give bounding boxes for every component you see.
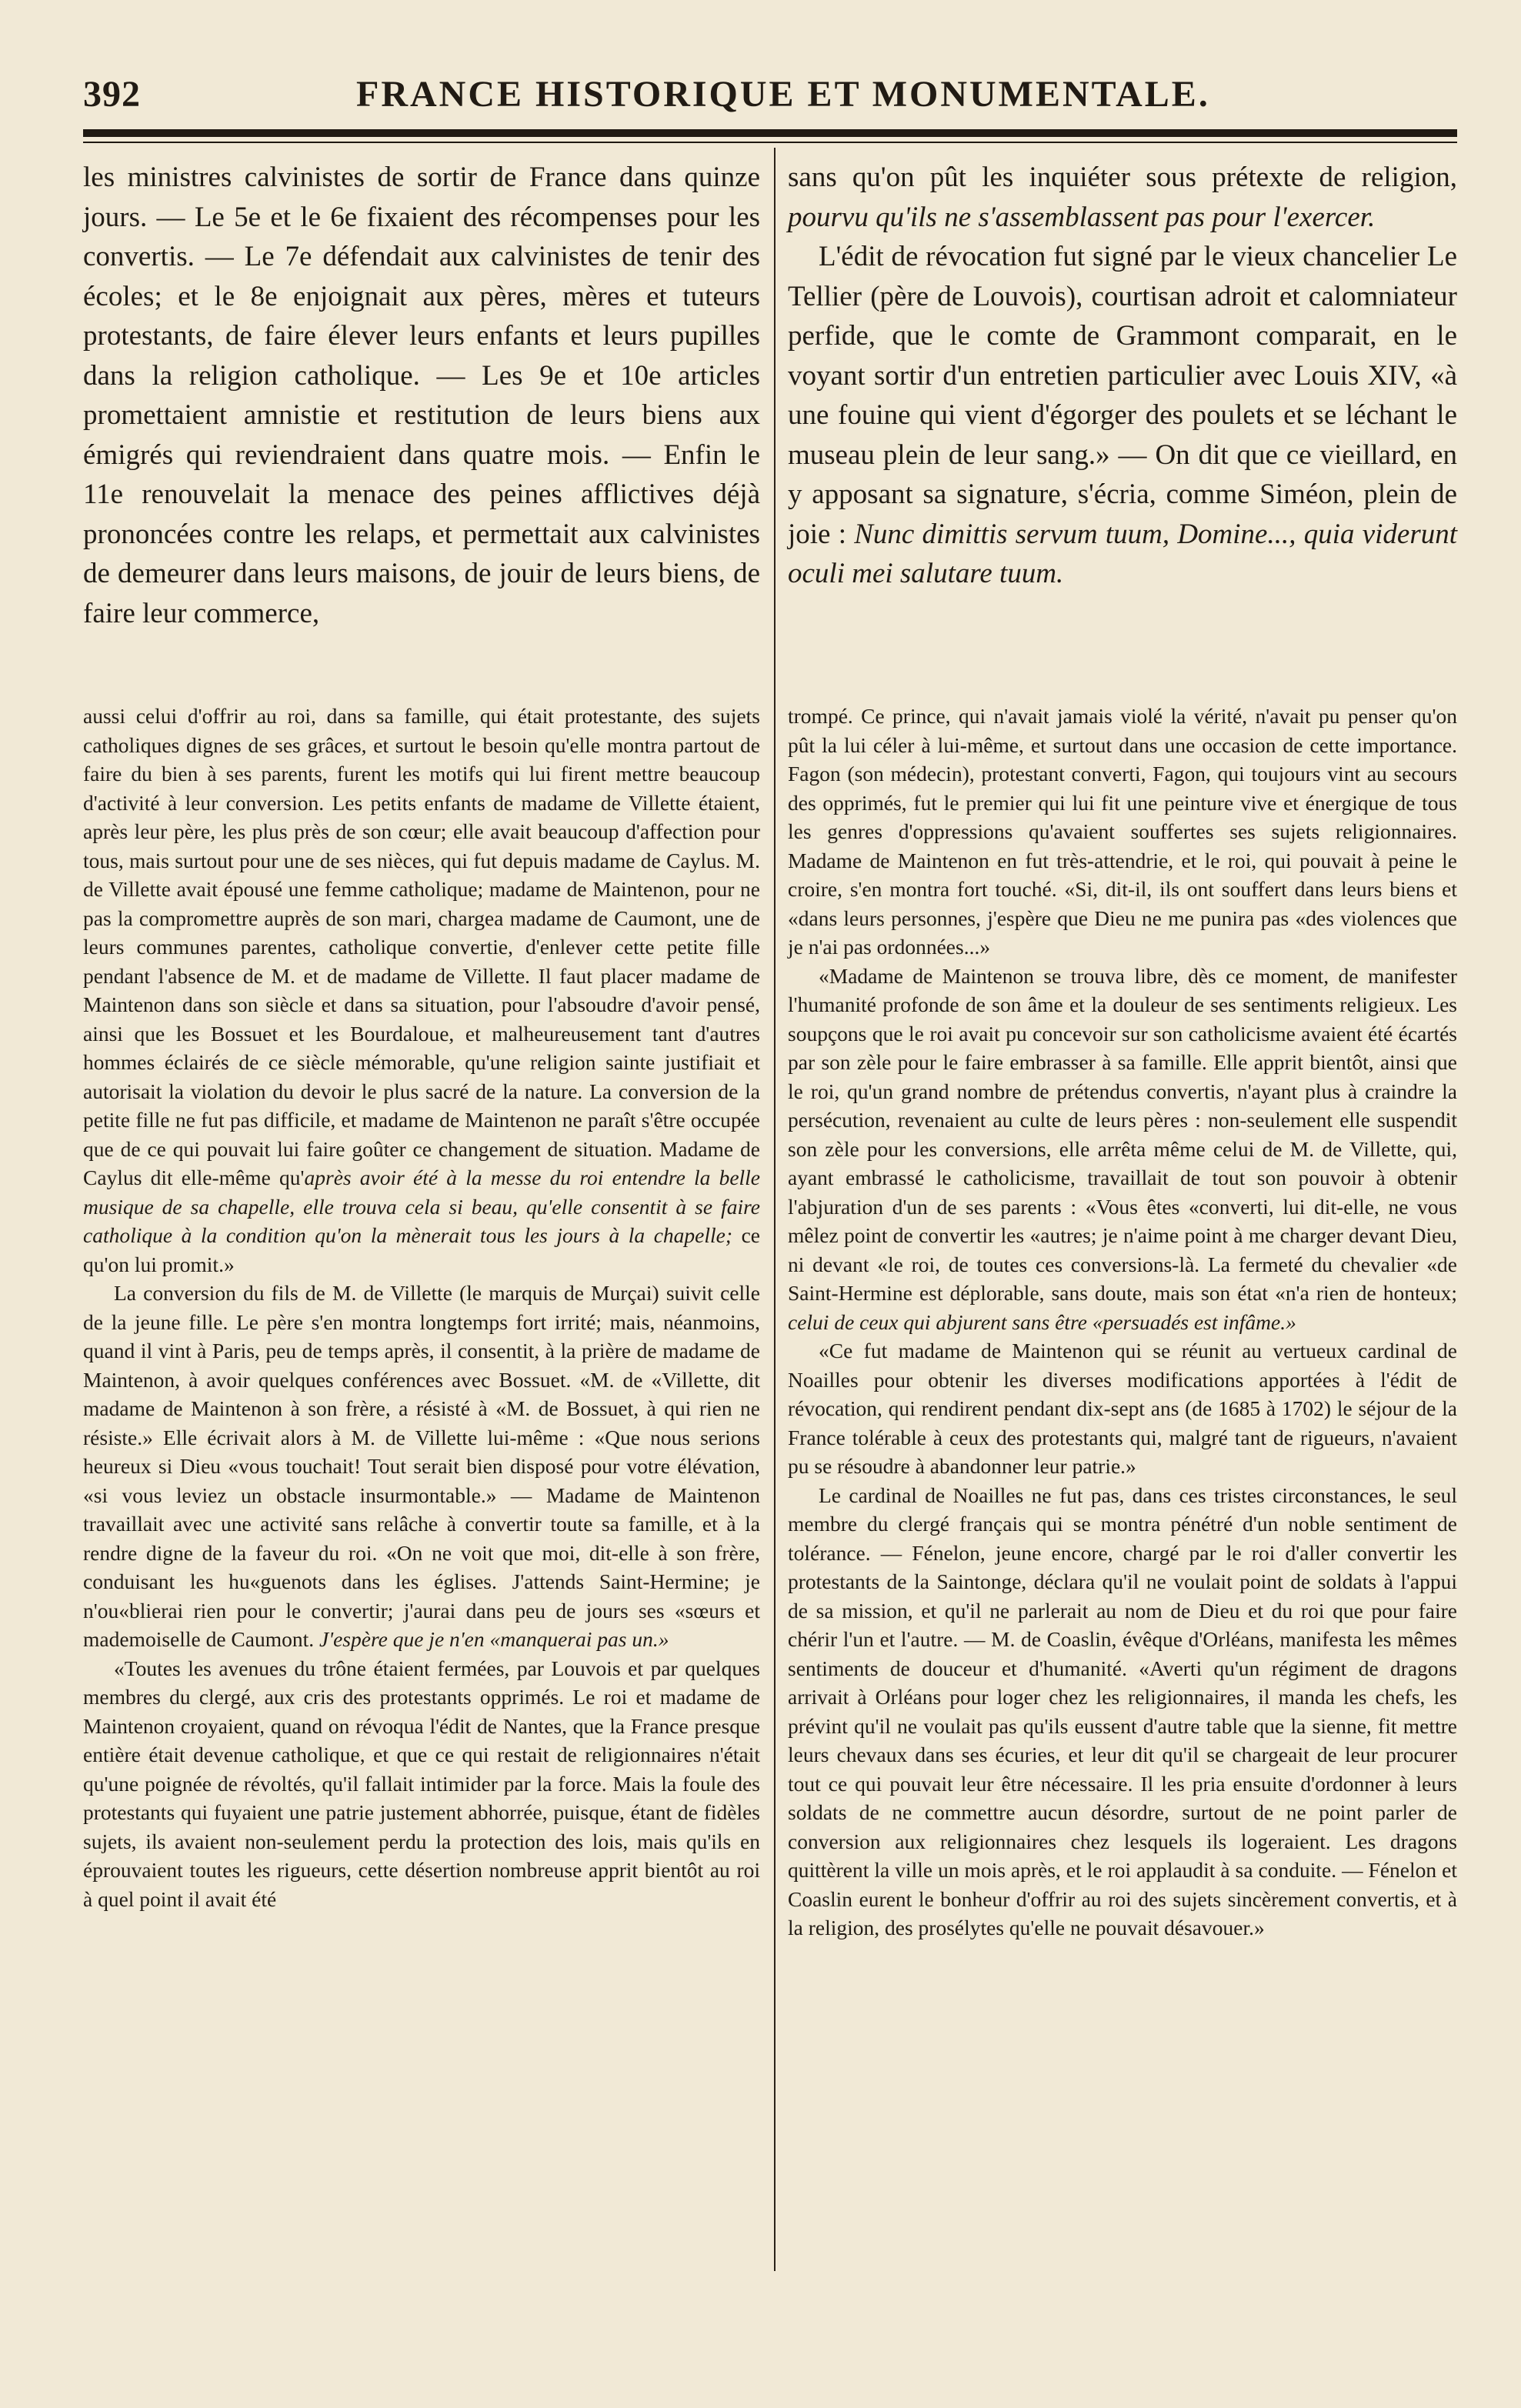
top-left-column [83, 158, 760, 633]
paragraph: Le cardinal de Noailles ne fut pas, dans ces tristes circonstances, le seul membre du clergé français qui se montra pénétré d'un noble sentiment de tolérance. — Fénelon, jeune encore, chargé par le roi d'aller convertir les protestants de la Saintonge, déclara qu'il ne voulait point de soldats à l'appui de sa mission, et qu'il ne parlerait au nom de Dieu et du roi que pour faire chérir l'un et l'autre. — M. de Coaslin, évêque d'Orléans, manifesta les mêmes sentiments de douceur et d'humanité. «Averti qu'un régiment de dragons arrivait à Orléans pour loger chez les religionnaires, il manda les chefs, les prévint qu'il ne voulait pas qu'ils eussent d'autre table que la sienne, fit mettre leurs chevaux dans ses écuries, et leur dit qu'il se chargeait de leur procurer tout ce qui pouvait leur être nécessaire. Il les pria ensuite d'ordonner à leurs soldats de ne commettre aucun désordre, surtout de ne point parler de conversion aux religionnaires chez lesquels ils logeraient. Les dragons quittèrent la ville un mois après, et le roi applaudit à sa conduite. — Fénelon et Coaslin eurent le bonheur d'offrir au roi des sujets sincèrement convertis, et à la religion, des prosélytes qu'elle ne pouvait désavouer.» [788, 1482, 1457, 1939]
paragraph: «Ce fut madame de Maintenon qui se réunit au vertueux cardinal de Noailles pour obtenir les diverses modifications apportées à l'édit de révocation, qui rendirent pendant dix-sept ans (de 1685 à 1702) le séjour de la France tolérable à ceux des protestants qui, malgré tant de rigueurs, n'avaient pu se résoudre à abandonner leur patrie.» [788, 1339, 1457, 1478]
paragraph: aussi celui d'offrir au roi, dans sa famille, qui était protestante, des sujets catholiques dignes de ses grâces, et surtout le besoin qu'elle montra partout de faire du bien à ses parents, furent les motifs qui lui firent mettre beaucoup d'activité à leur conversion. Les petits enfants de madame de Villette étaient, après leur père, les plus près de son cœur; elle avait beaucoup d'affection pour tous, mais surtout pour une de ses nièces, qui fut depuis madame de Caylus. M. de Villette avait épousé une femme catholique; madame de Maintenon, pour ne pas la compromettre auprès de son mari, chargea madame de Caumont, une de leurs communes parentes, catholique convertie, d'enlever cette petite fille pendant l'absence de M. et de madame de Villette. Il faut placer madame de Maintenon dans son siècle et dans sa situation, pour l'absoudre d'avoir pensé, ainsi que les Bossuet et les Bourdaloue, et malheureusement tant d'autres hommes éclairés de ce siècle mémorable, qu'une religion sainte justifiait et autorisait la violation du devoir le plus sacré de la nature. La conversion de la petite fille ne fut pas difficile, et madame de Maintenon ne paraît s'être occupée que de ce qui pouvait lui faire goûter ce changement de situation. Madame de Caylus dit elle-même qu'après avoir été à la messe du roi entendre la belle musique de sa chapelle, elle trouva cela si beau, qu'elle consentit à se faire catholique à la condition qu'on la mènerait tous les jours à la chapelle; ce qu'on lui promit.» [83, 704, 761, 1276]
paragraph: La conversion du fils de M. de Villette (le marquis de Murçai) suivit celle de la jeune fille. Le père s'en montra longtemps fort irrité; mais, néanmoins, quand il vint à Paris, peu de temps après, il consentit, à la prière de madame de Maintenon, à avoir quelques conférences avec Bossuet. «M. de «Villette, dit madame de Maintenon à son frère, a résisté à «M. de Bossuet, à qui rien ne résiste.» Elle écrivait alors à M. de Villette lui-même : «Que nous serions heureux si Dieu «vous touchait! Tout serait bien disposé pour votre élévation, «si vous leviez un obstacle insurmontable.» — Madame de Maintenon travaillait avec une activité sans relâche à convertir toute sa famille, et à la rendre digne de la faveur du roi. «On ne voit que moi, dit-elle à son frère, conduisant les hu«guenots dans les églises. J'attends Saint-Hermine; je n'ou«blierai rien pour le convertir; j'aurai dans peu de jours ses «sœurs et mademoiselle de Caumont. J'espère que je n'en «manquerai pas un.» [83, 1281, 760, 1651]
bottom-left-column [83, 702, 760, 1913]
page-number: 392 [83, 74, 141, 115]
paragraph: L'édit de révocation fut signé par le vieux chancelier Le Tellier (père de Louvois), courtisan adroit et calomniateur perfide, que le comte de Grammont comparait, en le voyant sortir d'un entretien particulier avec Louis XIV, «à une fouine qui vient d'égorger des poulets et se léchant le museau plein de leur sang.» — On dit que ce vieillard, en y apposant sa signature, s'écria, comme Siméon, plein de joie : Nunc dimittis servum tuum, Domine..., quia viderunt oculi mei salutare tuum. [788, 241, 1458, 589]
header-rule [83, 129, 1457, 137]
header-rule-thin [83, 142, 1457, 143]
paragraph: «Toutes les avenues du trône étaient fermées, par Louvois et par quelques membres du clergé, aux cris des protestants opprimés. Le roi et madame de Maintenon croyaient, quand on révoqua l'édit de Nantes, que la France presque entière était devenue catholique, et que ce qui restait de religionnaires n'était qu'une poignée de révoltés, qu'il fallait intimider par la force. Mais la foule des protestants qui fuyaient une patrie justement abhorrée, puisque, étant de fidèles sujets, ils avaient non-seulement perdu la protection des lois, mais qu'ils en éprouvaient toutes les rigueurs, cette désertion nombreuse apprit bientôt au roi à quel point il avait été [83, 1656, 760, 1911]
paragraph: trompé. Ce prince, qui n'avait jamais violé la vérité, n'avait pu penser qu'on pût la lui céler à lui-même, et surtout dans une occasion de cette importance. Fagon (son médecin), protestant converti, Fagon, qui toujours vint au secours des opprimés, fut le premier qui lui fit une peinture vive et énergique de tous les genres d'oppressions qu'avaient souffertes ses sujets religionnaires. Madame de Maintenon en fut très-attendrie, et le roi, qui pouvait à peine le croire, s'en montra fort touché. «Si, dit-il, ils ont souffert dans leurs biens et «dans leurs personnes, j'espère que Dieu ne me punira pas «des violences que je n'ai pas ordonnées...» [788, 704, 1457, 959]
paragraph: «Madame de Maintenon se trouva libre, dès ce moment, de manifester l'humanité profonde de son âme et la douleur de ses sentiments religieux. Les soupçons que le roi avait pu concevoir sur son catholicisme avaient été écartés par son zèle pour le faire embrasser à sa famille. Elle apprit bientôt, ainsi que le roi, qu'un grand nombre de prétendus convertis, n'ayant plus à craindre la persécution, revenaient au culte de leurs pères : non-seulement elle suspendit son zèle pour les conversions, elle arrêta même celui de M. de Villette, qui, ayant embrassé le catholicisme, travaillait de tout son pouvoir à obtenir l'abjuration d'un de ses parents : «Vous êtes «converti, lui dit-elle, ne vous mêlez point de convertir les «autres; je n'aime point à me charger devant Dieu, ni devant «le roi, de toutes ces conversions-là. La fermeté du chevalier «de Saint-Hermine est déplorable, sans doute, mais son état «n'a rien de honteux; celui de ceux qui abjurent sans être «persuadés est infâme.» [788, 963, 1457, 1334]
paragraph: sans qu'on pût les inquiéter sous prétexte de religion, pourvu qu'ils ne s'assemblassent pas pour l'exercer. [788, 162, 1457, 233]
paragraph: les ministres calvinistes de sortir de France dans quinze jours. — Le 5e et le 6e fixaient des récompenses pour les convertis. — Le 7e défendait aux calvinistes de tenir des écoles; et le 8e enjoignait aux pères, mères et tuteurs protestants, de faire élever leurs enfants et leurs pupilles dans la religion catholique. — Les 9e et 10e articles promettaient amnistie et restitution de leurs biens aux émigrés qui reviendraient dans quatre mois. — Enfin le 11e renouvelait la menace des peines afflictives déjà prononcées contre les relaps, et permettait aux calvinistes de demeurer dans leurs maisons, de jouir de leurs biens, de faire leur commerce, [83, 162, 760, 629]
column-divider [774, 148, 776, 2271]
running-title: FRANCE HISTORIQUE ET MONUMENTALE. [356, 74, 1210, 115]
page-header [83, 73, 1210, 119]
top-right-column [788, 158, 1457, 594]
bottom-right-column [788, 702, 1457, 1943]
